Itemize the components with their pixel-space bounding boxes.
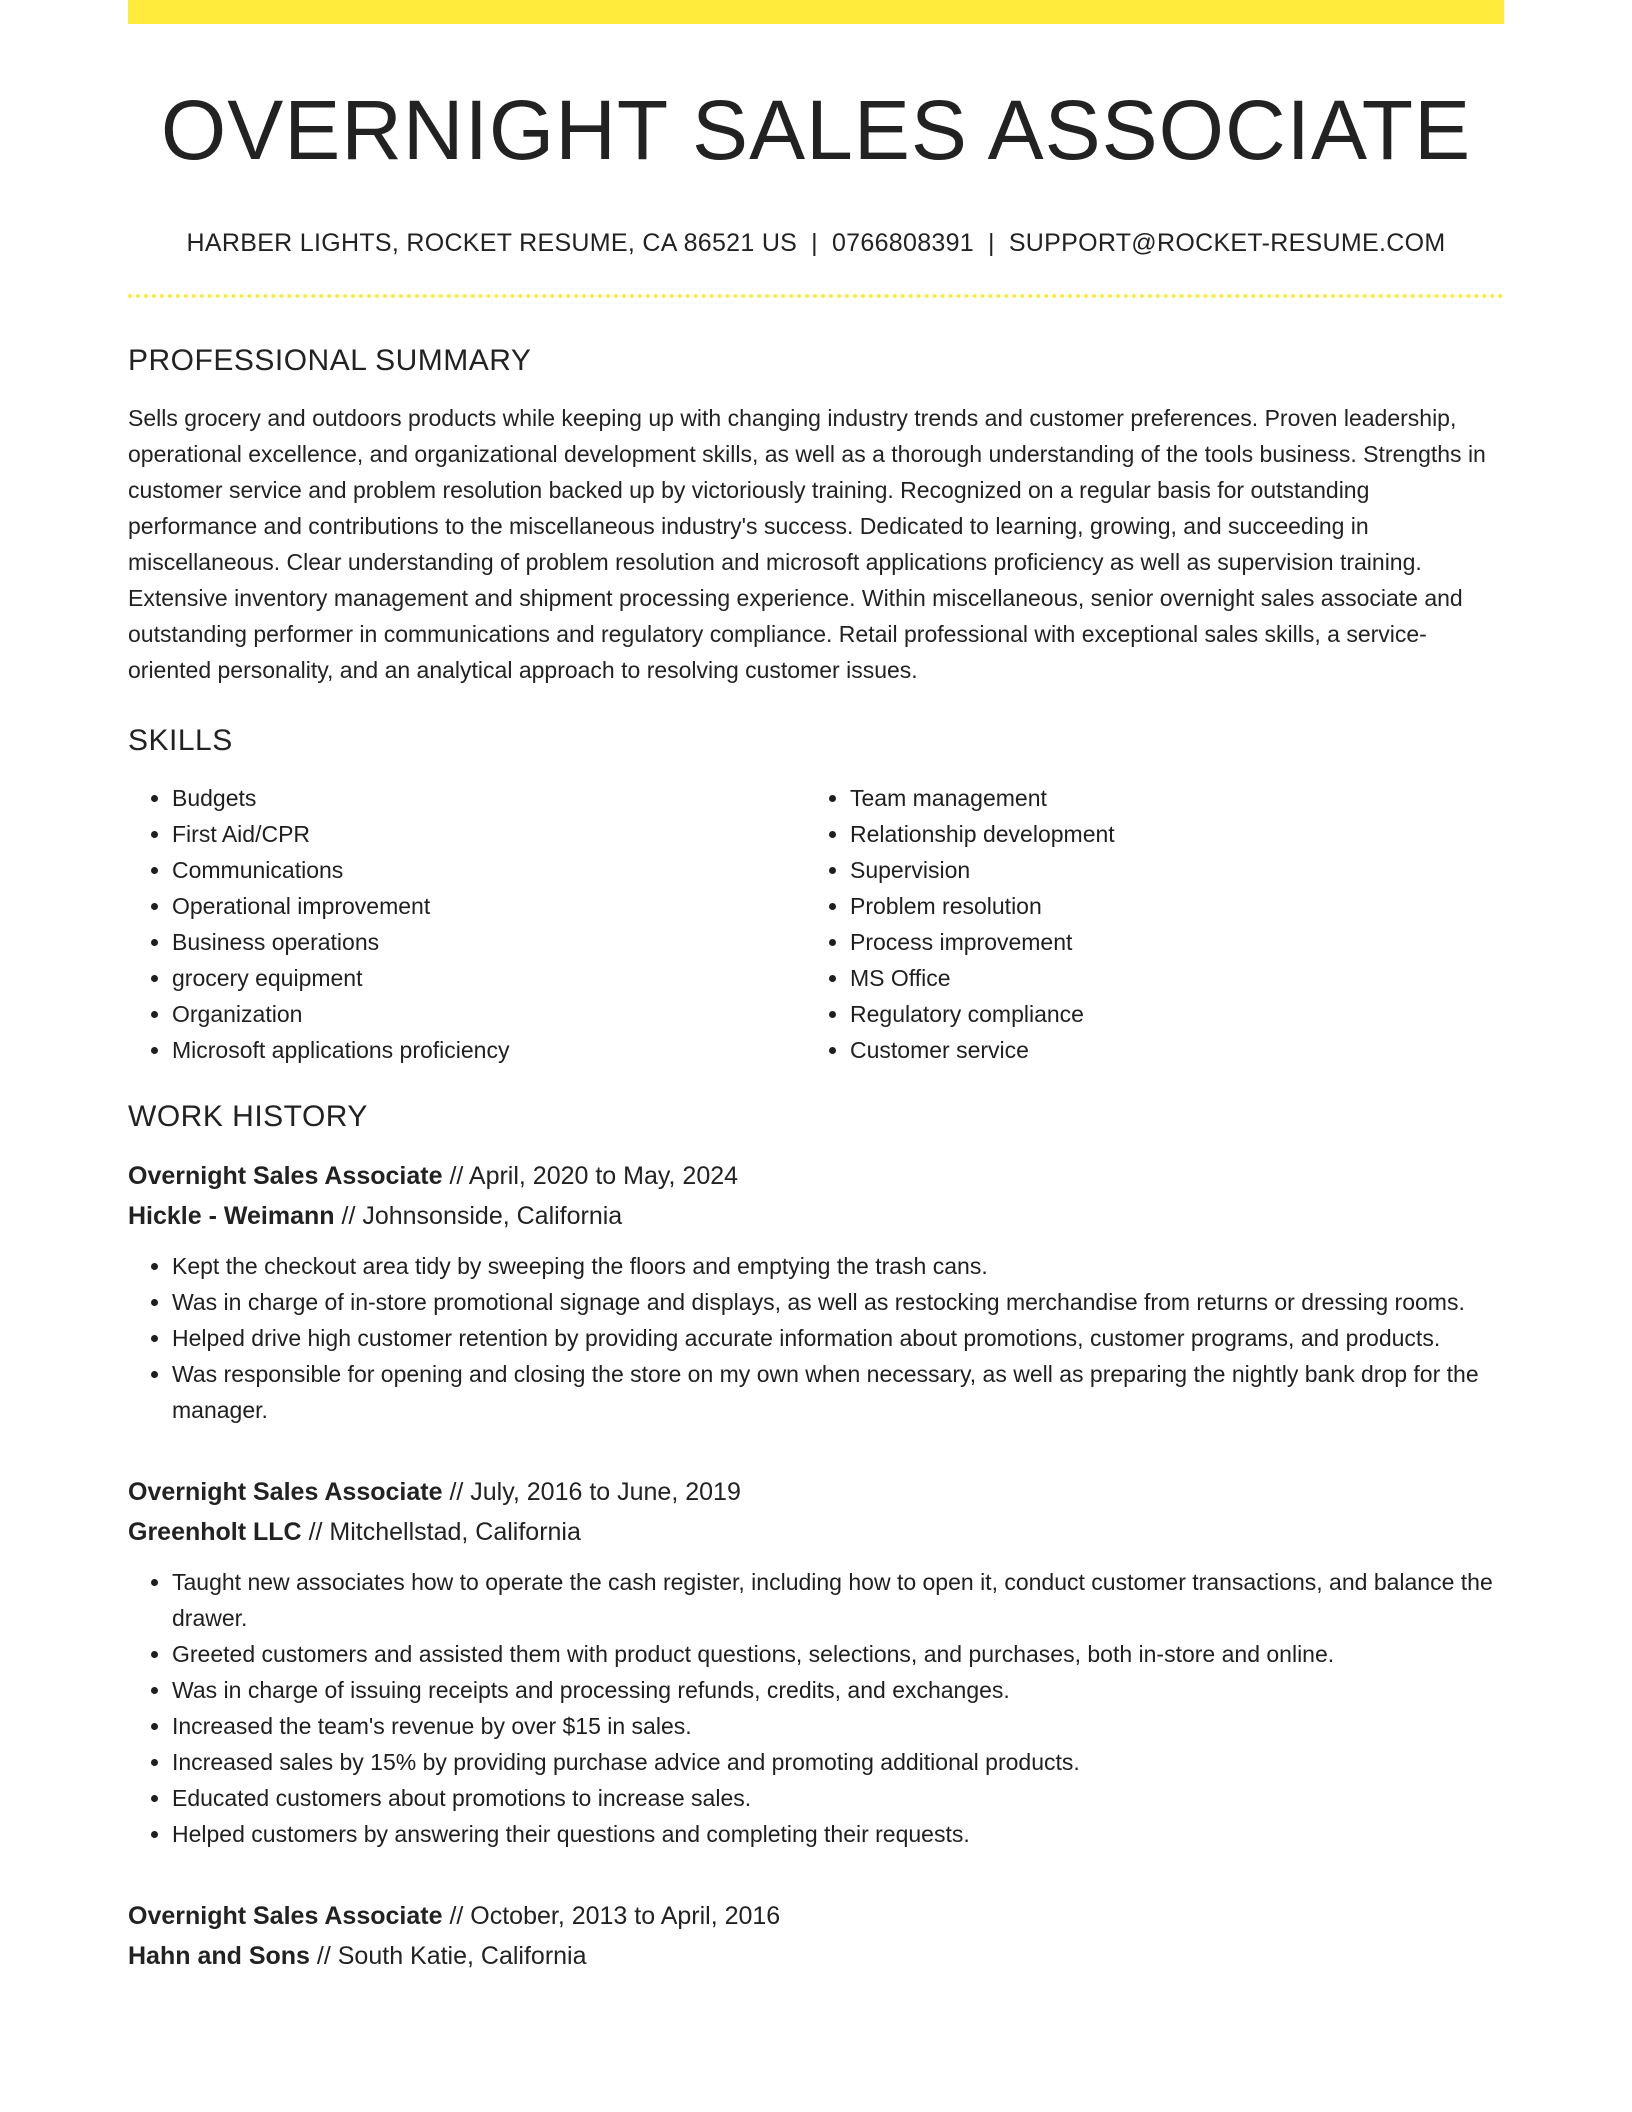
job-role: Overnight Sales Associate: [128, 1901, 443, 1930]
skill-item: • Organization: [172, 996, 806, 1032]
skill-item: • Regulatory compliance: [850, 996, 1484, 1032]
job-entry: [128, 1896, 1504, 1976]
skills-columns: [128, 780, 1504, 1068]
contact-separator: |: [811, 228, 818, 257]
job-dates: // October, 2013 to April, 2016: [449, 1901, 781, 1930]
skill-item: • grocery equipment: [172, 960, 806, 996]
skill-item: • Relationship development: [850, 816, 1484, 852]
job-role-line: [128, 1896, 1504, 1936]
skill-item: • Customer service: [850, 1032, 1484, 1068]
job-bullet: • Increased sales by 15% by providing purchase advice and promoting additional products.: [172, 1744, 1504, 1780]
skill-item: • First Aid/CPR: [172, 816, 806, 852]
contact-address: HARBER LIGHTS, ROCKET RESUME, CA 86521 US: [186, 228, 798, 257]
job-role-line: [128, 1156, 1504, 1196]
job-bullet: • Was in charge of in-store promotional signage and displays, as well as restocking merchandise from returns or dressing rooms.: [172, 1284, 1504, 1320]
skills-list-right: [806, 780, 1484, 1068]
contact-phone: 0766808391: [831, 228, 975, 257]
skill-item: • Operational improvement: [172, 888, 806, 924]
job-company: Greenholt LLC: [128, 1517, 302, 1546]
job-bullets: [128, 1248, 1504, 1428]
resume-title: OVERNIGHT SALES ASSOCIATE: [160, 83, 1472, 177]
skill-item: • MS Office: [850, 960, 1484, 996]
job-company-line: [128, 1936, 1504, 1976]
dotted-divider: [128, 294, 1504, 298]
skills-list-left: [128, 780, 806, 1068]
section-title-skills: SKILLS: [128, 723, 233, 757]
contact-email: SUPPORT@ROCKET-RESUME.COM: [1008, 228, 1446, 257]
job-dates: // July, 2016 to June, 2019: [449, 1477, 741, 1506]
accent-bar: [128, 0, 1504, 24]
skill-item: • Business operations: [172, 924, 806, 960]
job-bullet: • Was in charge of issuing receipts and processing refunds, credits, and exchanges.: [172, 1672, 1504, 1708]
skill-item: • Team management: [850, 780, 1484, 816]
resume-page: [128, 0, 1504, 1976]
contact-separator: |: [988, 228, 995, 257]
job-role-line: [128, 1472, 1504, 1512]
job-role: Overnight Sales Associate: [128, 1161, 443, 1190]
job-location: // South Katie, California: [316, 1941, 587, 1970]
skill-item: • Process improvement: [850, 924, 1484, 960]
job-role: Overnight Sales Associate: [128, 1477, 443, 1506]
section-title-summary: PROFESSIONAL SUMMARY: [128, 343, 532, 377]
job-bullet: • Helped customers by answering their questions and completing their requests.: [172, 1816, 1504, 1852]
skill-item: • Supervision: [850, 852, 1484, 888]
job-bullets: [128, 1564, 1504, 1852]
job-company-line: [128, 1196, 1504, 1236]
job-company: Hickle - Weimann: [128, 1201, 335, 1230]
job-bullet: • Educated customers about promotions to increase sales.: [172, 1780, 1504, 1816]
job-bullet: • Helped drive high customer retention by providing accurate information about promotions, customer programs, and products.: [172, 1320, 1504, 1356]
summary-text: Sells grocery and outdoors products while keeping up with changing industry trends and customer preferences. Proven leadership, operational excellence, and organizational development skills, as well as a thorough understanding of the tools business. Strengths in customer service and problem resolution backed up by victoriously training. Recognized on a regular basis for outstanding performance and contributions to the miscellaneous industry's success. Dedicated to learning, growing, and succeeding in miscellaneous. Clear understanding of problem resolution and microsoft applications proficiency as well as supervision training. Extensive inventory management and shipment processing experience. Within miscellaneous, senior overnight sales associate and outstanding performer in communications and regulatory compliance. Retail professional with exceptional sales skills, a service-oriented personality, and an analytical approach to resolving customer issues.: [128, 404, 1486, 683]
job-entry: [128, 1472, 1504, 1852]
job-company: Hahn and Sons: [128, 1941, 310, 1970]
skill-item: • Budgets: [172, 780, 806, 816]
job-location: // Johnsonside, California: [341, 1201, 623, 1230]
contact-line: [128, 229, 1504, 258]
section-title-work-history: WORK HISTORY: [128, 1099, 368, 1133]
skill-item: • Problem resolution: [850, 888, 1484, 924]
skill-item: • Microsoft applications proficiency: [172, 1032, 806, 1068]
job-dates: // April, 2020 to May, 2024: [449, 1161, 739, 1190]
job-bullet: • Was responsible for opening and closing the store on my own when necessary, as well as preparing the nightly bank drop for the manager.: [172, 1356, 1504, 1428]
job-bullet: • Increased the team's revenue by over $15 in sales.: [172, 1708, 1504, 1744]
job-entry: [128, 1156, 1504, 1428]
job-bullet: • Kept the checkout area tidy by sweeping the floors and emptying the trash cans.: [172, 1248, 1504, 1284]
job-location: // Mitchellstad, California: [308, 1517, 581, 1546]
job-bullet: • Greeted customers and assisted them with product questions, selections, and purchases, both in-store and online.: [172, 1636, 1504, 1672]
skill-item: • Communications: [172, 852, 806, 888]
job-bullet: • Taught new associates how to operate the cash register, including how to open it, conduct customer transactions, and balance the drawer.: [172, 1564, 1504, 1636]
job-company-line: [128, 1512, 1504, 1552]
